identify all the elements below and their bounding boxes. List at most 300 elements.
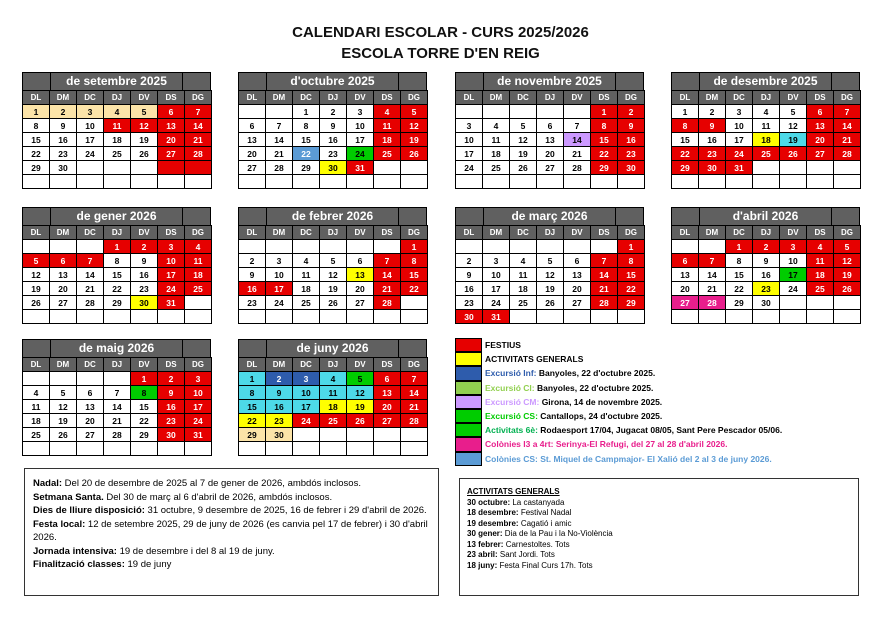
weekday-label: DV [347, 226, 374, 240]
day-cell: 7 [374, 254, 401, 268]
day-cell: 24 [77, 147, 104, 161]
day-cell: 11 [374, 119, 401, 133]
day-cell: 21 [699, 282, 726, 296]
day-cell: 15 [131, 400, 158, 414]
week-row [23, 268, 212, 282]
day-cell: 2 [753, 240, 780, 254]
month-name: de març 2026 [483, 208, 617, 225]
legend-swatch [455, 352, 482, 366]
day-cell [266, 310, 293, 324]
week-row [672, 119, 861, 133]
note-key: Nadal: [33, 478, 63, 489]
day-cell: 5 [23, 254, 50, 268]
weekday-label: DV [131, 226, 158, 240]
day-cell [456, 105, 483, 119]
activity-date: 13 febrer: [467, 539, 504, 549]
day-cell [50, 372, 77, 386]
day-cell: 27 [564, 296, 591, 310]
day-cell: 1 [618, 240, 645, 254]
legend-label-colored: Excursió CI: [485, 382, 535, 393]
note-line [33, 491, 430, 505]
day-cell: 31 [483, 310, 510, 324]
header-spacer [672, 208, 699, 225]
month-calendar [671, 207, 860, 324]
week-row [239, 442, 428, 456]
day-cell [293, 175, 320, 189]
week-row [23, 428, 212, 442]
day-cell: 22 [23, 147, 50, 161]
week-row [239, 282, 428, 296]
day-cell: 21 [374, 282, 401, 296]
weekday-label: DS [158, 358, 185, 372]
day-cell: 20 [672, 282, 699, 296]
week-row [23, 310, 212, 324]
day-cell: 8 [104, 254, 131, 268]
month-name: de febrer 2026 [266, 208, 400, 225]
day-cell: 29 [591, 161, 618, 175]
day-cell: 9 [239, 268, 266, 282]
day-cell: 16 [131, 268, 158, 282]
legend-label-rest: Girona, 14 de novembre 2025. [539, 396, 663, 407]
weekday-label: DG [401, 358, 428, 372]
header-spacer [399, 340, 426, 357]
week-row [672, 268, 861, 282]
header-spacer [672, 73, 699, 90]
day-cell: 11 [293, 268, 320, 282]
day-cell [591, 310, 618, 324]
holiday-notes [24, 468, 439, 596]
day-cell: 15 [401, 268, 428, 282]
week-row [23, 296, 212, 310]
weekday-label: DL [239, 358, 266, 372]
day-cell [131, 161, 158, 175]
day-cell [672, 175, 699, 189]
day-cell: 8 [401, 254, 428, 268]
day-cell: 16 [266, 400, 293, 414]
legend-label-colored: Excursió CS: [485, 411, 538, 422]
day-cell: 11 [104, 119, 131, 133]
month-name: de gener 2026 [50, 208, 184, 225]
day-cell [726, 175, 753, 189]
day-cell [456, 175, 483, 189]
day-cell: 7 [185, 105, 212, 119]
day-cell: 1 [104, 240, 131, 254]
legend-swatch [455, 423, 482, 437]
day-cell: 21 [104, 414, 131, 428]
day-cell: 8 [726, 254, 753, 268]
weekday-label: DM [483, 226, 510, 240]
day-cell [158, 175, 185, 189]
day-cell [483, 105, 510, 119]
day-cell: 10 [158, 254, 185, 268]
note-line [33, 477, 430, 491]
day-cell: 26 [347, 414, 374, 428]
weekday-label: DC [726, 226, 753, 240]
week-row [672, 161, 861, 175]
day-cell: 28 [401, 414, 428, 428]
day-cell: 28 [564, 161, 591, 175]
day-cell [131, 310, 158, 324]
day-cell: 16 [699, 133, 726, 147]
weekday-label: DS [374, 91, 401, 105]
header-spacer [399, 73, 426, 90]
day-cell: 25 [320, 414, 347, 428]
month-table [455, 90, 645, 189]
day-cell: 6 [239, 119, 266, 133]
day-cell [320, 442, 347, 456]
day-cell: 11 [807, 254, 834, 268]
day-cell [807, 296, 834, 310]
day-cell: 18 [483, 147, 510, 161]
day-cell [510, 310, 537, 324]
day-cell: 4 [510, 254, 537, 268]
day-cell [239, 175, 266, 189]
day-cell: 3 [347, 105, 374, 119]
week-row [23, 400, 212, 414]
day-cell: 8 [672, 119, 699, 133]
week-row [456, 268, 645, 282]
weekday-label: DV [347, 91, 374, 105]
weekday-label: DM [483, 91, 510, 105]
day-cell: 5 [537, 254, 564, 268]
month-header [238, 339, 427, 357]
day-cell: 12 [510, 133, 537, 147]
weekday-label: DL [239, 226, 266, 240]
legend-label: FESTIUS [485, 340, 521, 351]
note-key: Jornada intensiva: [33, 545, 117, 557]
day-cell: 13 [239, 133, 266, 147]
day-cell: 29 [104, 296, 131, 310]
day-cell: 5 [510, 119, 537, 133]
month-table [238, 357, 428, 456]
day-cell [347, 240, 374, 254]
day-cell: 12 [401, 119, 428, 133]
activity-name: Festival Nadal [518, 508, 572, 517]
legend-swatch [455, 409, 482, 423]
day-cell: 9 [266, 386, 293, 400]
day-cell: 27 [77, 428, 104, 442]
day-cell: 22 [726, 282, 753, 296]
day-cell: 3 [293, 372, 320, 386]
month-header [22, 207, 211, 225]
week-row [456, 175, 645, 189]
day-cell: 16 [753, 268, 780, 282]
day-cell: 5 [131, 105, 158, 119]
day-cell: 18 [374, 133, 401, 147]
day-cell [23, 240, 50, 254]
day-cell: 17 [347, 133, 374, 147]
weekday-label: DL [672, 91, 699, 105]
weekday-label: DC [510, 226, 537, 240]
month-header [238, 72, 427, 90]
legend-label: ACTIVITATS GENERALS [485, 354, 584, 365]
activities-list [467, 498, 858, 572]
weekday-label: DM [50, 91, 77, 105]
legend-row [455, 381, 782, 395]
header-spacer [183, 73, 210, 90]
day-cell: 18 [23, 414, 50, 428]
day-cell: 22 [401, 282, 428, 296]
day-cell [483, 240, 510, 254]
day-cell [293, 442, 320, 456]
weekday-label: DG [834, 226, 861, 240]
day-cell: 30 [131, 296, 158, 310]
day-cell: 23 [239, 296, 266, 310]
day-cell: 27 [158, 147, 185, 161]
week-row [456, 105, 645, 119]
weekday-label: DS [374, 226, 401, 240]
day-cell: 20 [537, 147, 564, 161]
week-row [456, 133, 645, 147]
legend-row [455, 395, 782, 409]
day-cell: 25 [483, 161, 510, 175]
weekday-label: DS [374, 358, 401, 372]
weekday-row [239, 358, 428, 372]
month-header [22, 339, 211, 357]
activity-name: La castanyada [510, 497, 565, 507]
week-row [456, 119, 645, 133]
day-cell: 14 [699, 268, 726, 282]
weekday-label: DJ [537, 226, 564, 240]
day-cell: 28 [185, 147, 212, 161]
day-cell: 15 [23, 133, 50, 147]
day-cell: 21 [591, 282, 618, 296]
day-cell: 17 [293, 400, 320, 414]
day-cell: 1 [23, 105, 50, 119]
week-row [672, 310, 861, 324]
legend-label [485, 368, 655, 378]
weekday-label: DS [158, 226, 185, 240]
day-cell: 25 [185, 282, 212, 296]
day-cell: 9 [50, 119, 77, 133]
day-cell: 5 [401, 105, 428, 119]
general-activities-box [459, 478, 859, 596]
weekday-label: DC [510, 91, 537, 105]
day-cell [834, 175, 861, 189]
school-name: ESCOLA TORRE D'EN REIG [341, 45, 540, 62]
month-table [671, 225, 861, 324]
week-row [239, 372, 428, 386]
day-cell [50, 175, 77, 189]
day-cell: 10 [185, 386, 212, 400]
day-cell: 14 [104, 400, 131, 414]
weekday-label: DG [401, 91, 428, 105]
weekday-label: DV [780, 91, 807, 105]
day-cell: 12 [23, 268, 50, 282]
header-spacer [183, 208, 210, 225]
day-cell: 12 [780, 119, 807, 133]
month-calendar [238, 207, 427, 324]
month-name: d'octubre 2025 [266, 73, 400, 90]
legend-row [455, 437, 782, 451]
week-row [672, 240, 861, 254]
day-cell [158, 161, 185, 175]
day-cell: 17 [726, 133, 753, 147]
weekday-label: DS [807, 91, 834, 105]
legend-row [455, 452, 782, 466]
weekday-label: DJ [104, 91, 131, 105]
day-cell: 4 [23, 386, 50, 400]
month-name: de maig 2026 [50, 340, 184, 357]
legend-swatch [455, 452, 482, 466]
day-cell: 15 [591, 133, 618, 147]
day-cell: 12 [50, 400, 77, 414]
note-key: Finalització classes: [33, 559, 125, 570]
month-table [22, 225, 212, 324]
day-cell: 15 [672, 133, 699, 147]
day-cell: 24 [266, 296, 293, 310]
day-cell: 19 [537, 282, 564, 296]
day-cell: 30 [266, 428, 293, 442]
day-cell: 9 [618, 119, 645, 133]
weekday-row [239, 226, 428, 240]
day-cell: 24 [293, 414, 320, 428]
day-cell [158, 310, 185, 324]
day-cell [401, 296, 428, 310]
day-cell [780, 310, 807, 324]
day-cell: 9 [699, 119, 726, 133]
week-row [239, 240, 428, 254]
day-cell: 22 [591, 147, 618, 161]
day-cell: 13 [77, 400, 104, 414]
day-cell [510, 175, 537, 189]
day-cell: 26 [320, 296, 347, 310]
day-cell [239, 105, 266, 119]
week-row [23, 240, 212, 254]
day-cell [50, 442, 77, 456]
day-cell [266, 240, 293, 254]
day-cell [564, 240, 591, 254]
day-cell [77, 175, 104, 189]
legend-label-rest: Rodaesport 17/04, Jugacat 08/05, Sant Pere Pescador 05/06. [537, 425, 783, 436]
day-cell [483, 175, 510, 189]
week-row [23, 147, 212, 161]
day-cell [77, 372, 104, 386]
week-row [23, 119, 212, 133]
day-cell [537, 175, 564, 189]
weekday-row [672, 226, 861, 240]
day-cell: 14 [185, 119, 212, 133]
day-cell [537, 240, 564, 254]
day-cell: 14 [374, 268, 401, 282]
day-cell: 4 [320, 372, 347, 386]
note-value: 19 de desembre i del 8 al 19 de juny. [116, 545, 275, 557]
weekday-label: DV [347, 358, 374, 372]
day-cell: 2 [618, 105, 645, 119]
day-cell: 5 [834, 240, 861, 254]
day-cell [780, 161, 807, 175]
day-cell: 28 [77, 296, 104, 310]
day-cell: 16 [320, 133, 347, 147]
day-cell: 13 [50, 268, 77, 282]
week-row [672, 105, 861, 119]
day-cell: 31 [158, 296, 185, 310]
day-cell: 6 [672, 254, 699, 268]
day-cell [185, 296, 212, 310]
activity-name: Dia de la Pau i la No-Violència [502, 529, 613, 538]
note-key: Festa local: [33, 518, 86, 530]
week-row [239, 400, 428, 414]
day-cell [401, 442, 428, 456]
day-cell: 21 [564, 147, 591, 161]
weekday-label: DJ [320, 358, 347, 372]
day-cell: 27 [374, 414, 401, 428]
day-cell: 26 [401, 147, 428, 161]
day-cell: 28 [104, 428, 131, 442]
week-row [23, 175, 212, 189]
day-cell: 14 [834, 119, 861, 133]
legend-swatch [455, 437, 482, 451]
day-cell [23, 175, 50, 189]
month-calendar [238, 72, 427, 189]
day-cell: 21 [266, 147, 293, 161]
day-cell: 6 [347, 254, 374, 268]
day-cell [834, 296, 861, 310]
day-cell [23, 442, 50, 456]
weekday-row [23, 91, 212, 105]
day-cell: 27 [50, 296, 77, 310]
activity-date: 23 abril: [467, 550, 498, 559]
day-cell: 25 [510, 296, 537, 310]
day-cell [266, 442, 293, 456]
day-cell: 1 [293, 105, 320, 119]
day-cell [780, 175, 807, 189]
activities-heading: ACTIVITATS GENERALS [467, 487, 560, 496]
month-header [455, 72, 644, 90]
legend-row [455, 423, 782, 437]
day-cell [23, 310, 50, 324]
weekday-label: DJ [320, 226, 347, 240]
day-cell: 29 [618, 296, 645, 310]
day-cell [374, 240, 401, 254]
day-cell: 22 [672, 147, 699, 161]
header-spacer [832, 208, 859, 225]
day-cell: 9 [131, 254, 158, 268]
day-cell: 17 [158, 268, 185, 282]
note-key: Dies de lliure disposició: [33, 505, 145, 516]
day-cell: 12 [537, 268, 564, 282]
day-cell: 22 [104, 282, 131, 296]
day-cell: 19 [320, 282, 347, 296]
week-row [672, 282, 861, 296]
day-cell: 25 [104, 147, 131, 161]
day-cell [185, 310, 212, 324]
weekday-label: DJ [104, 226, 131, 240]
legend-label-colored: Excursió CM: [485, 396, 540, 407]
week-row [239, 386, 428, 400]
legend-label-rest: Banyoles, 22 d'octubre 2025. [536, 368, 656, 379]
weekday-label: DL [23, 226, 50, 240]
note-value: 31 octubre, 9 desembre de 2025, 16 de febrer i 29 d'abril de 2026. [144, 505, 427, 516]
legend-label [485, 383, 653, 393]
day-cell: 12 [131, 119, 158, 133]
day-cell: 11 [510, 268, 537, 282]
header-spacer [399, 208, 426, 225]
day-cell: 1 [591, 105, 618, 119]
day-cell [104, 442, 131, 456]
day-cell [618, 175, 645, 189]
day-cell: 6 [50, 254, 77, 268]
day-cell: 30 [456, 310, 483, 324]
day-cell: 10 [483, 268, 510, 282]
day-cell [591, 175, 618, 189]
day-cell: 16 [239, 282, 266, 296]
day-cell [780, 296, 807, 310]
day-cell [374, 175, 401, 189]
day-cell: 29 [23, 161, 50, 175]
day-cell: 18 [510, 282, 537, 296]
legend-swatch [455, 366, 482, 380]
